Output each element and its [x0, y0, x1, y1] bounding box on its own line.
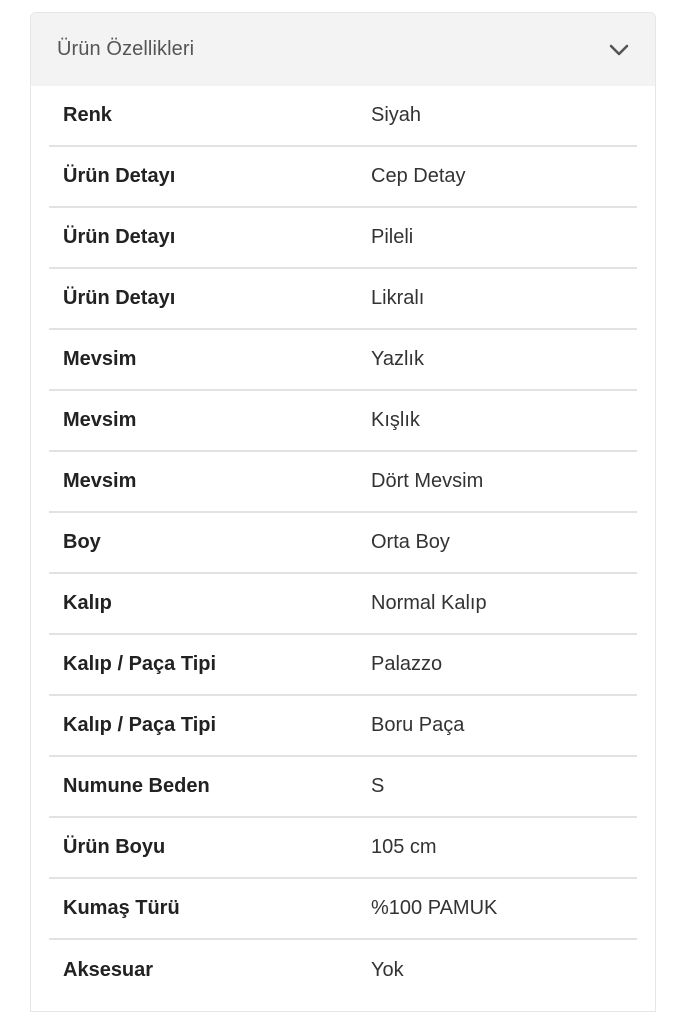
product-features-header[interactable] — [31, 13, 655, 86]
attribute-value: %100 PAMUK — [371, 897, 498, 919]
attribute-value: Pileli — [371, 226, 414, 248]
attribute-value: Palazzo — [371, 653, 443, 675]
attribute-row — [49, 452, 637, 513]
panel-title: Ürün Özellikleri — [57, 38, 195, 60]
attribute-label: Renk — [63, 104, 112, 126]
product-features-panel — [30, 12, 656, 1012]
attribute-row — [49, 86, 637, 147]
attribute-label: Mevsim — [63, 470, 137, 492]
attribute-label: Mevsim — [63, 409, 137, 431]
attribute-value: Kışlık — [371, 409, 420, 431]
attribute-value: Boru Paça — [371, 714, 465, 736]
attribute-value: Cep Detay — [371, 165, 466, 187]
attribute-row — [49, 391, 637, 452]
attribute-label: Kalıp / Paça Tipi — [63, 714, 217, 736]
attribute-row — [49, 574, 637, 635]
attribute-value: Likralı — [371, 287, 425, 309]
attribute-value: Normal Kalıp — [371, 592, 487, 614]
attribute-label: Ürün Detayı — [63, 226, 176, 248]
attribute-value: Yok — [371, 959, 404, 981]
attribute-row — [49, 757, 637, 818]
attribute-row — [49, 513, 637, 574]
attribute-value: 105 cm — [371, 836, 437, 858]
attribute-label: Ürün Detayı — [63, 165, 176, 187]
attribute-value: Siyah — [371, 104, 422, 126]
attribute-row — [49, 940, 637, 1001]
attribute-row — [49, 879, 637, 940]
attribute-row — [49, 269, 637, 330]
attributes-table — [31, 86, 655, 1001]
attribute-label: Ürün Boyu — [63, 836, 166, 858]
attribute-row — [49, 330, 637, 391]
attribute-row — [49, 635, 637, 696]
attribute-value: Yazlık — [371, 348, 424, 370]
attribute-value: Orta Boy — [371, 531, 450, 553]
attribute-label: Kumaş Türü — [63, 897, 180, 919]
attribute-value: Dört Mevsim — [371, 470, 484, 492]
attribute-label: Mevsim — [63, 348, 137, 370]
attribute-row — [49, 147, 637, 208]
attribute-row — [49, 696, 637, 757]
attribute-label: Kalıp / Paça Tipi — [63, 653, 217, 675]
attribute-label: Ürün Detayı — [63, 287, 176, 309]
attribute-row — [49, 208, 637, 269]
attribute-label: Kalıp — [63, 592, 112, 614]
attribute-label: Aksesuar — [63, 959, 154, 981]
attribute-row — [49, 818, 637, 879]
attribute-label: Boy — [63, 531, 101, 553]
chevron-down-icon[interactable] — [607, 38, 631, 62]
attribute-label: Numune Beden — [63, 775, 210, 797]
attribute-value: S — [371, 775, 385, 797]
